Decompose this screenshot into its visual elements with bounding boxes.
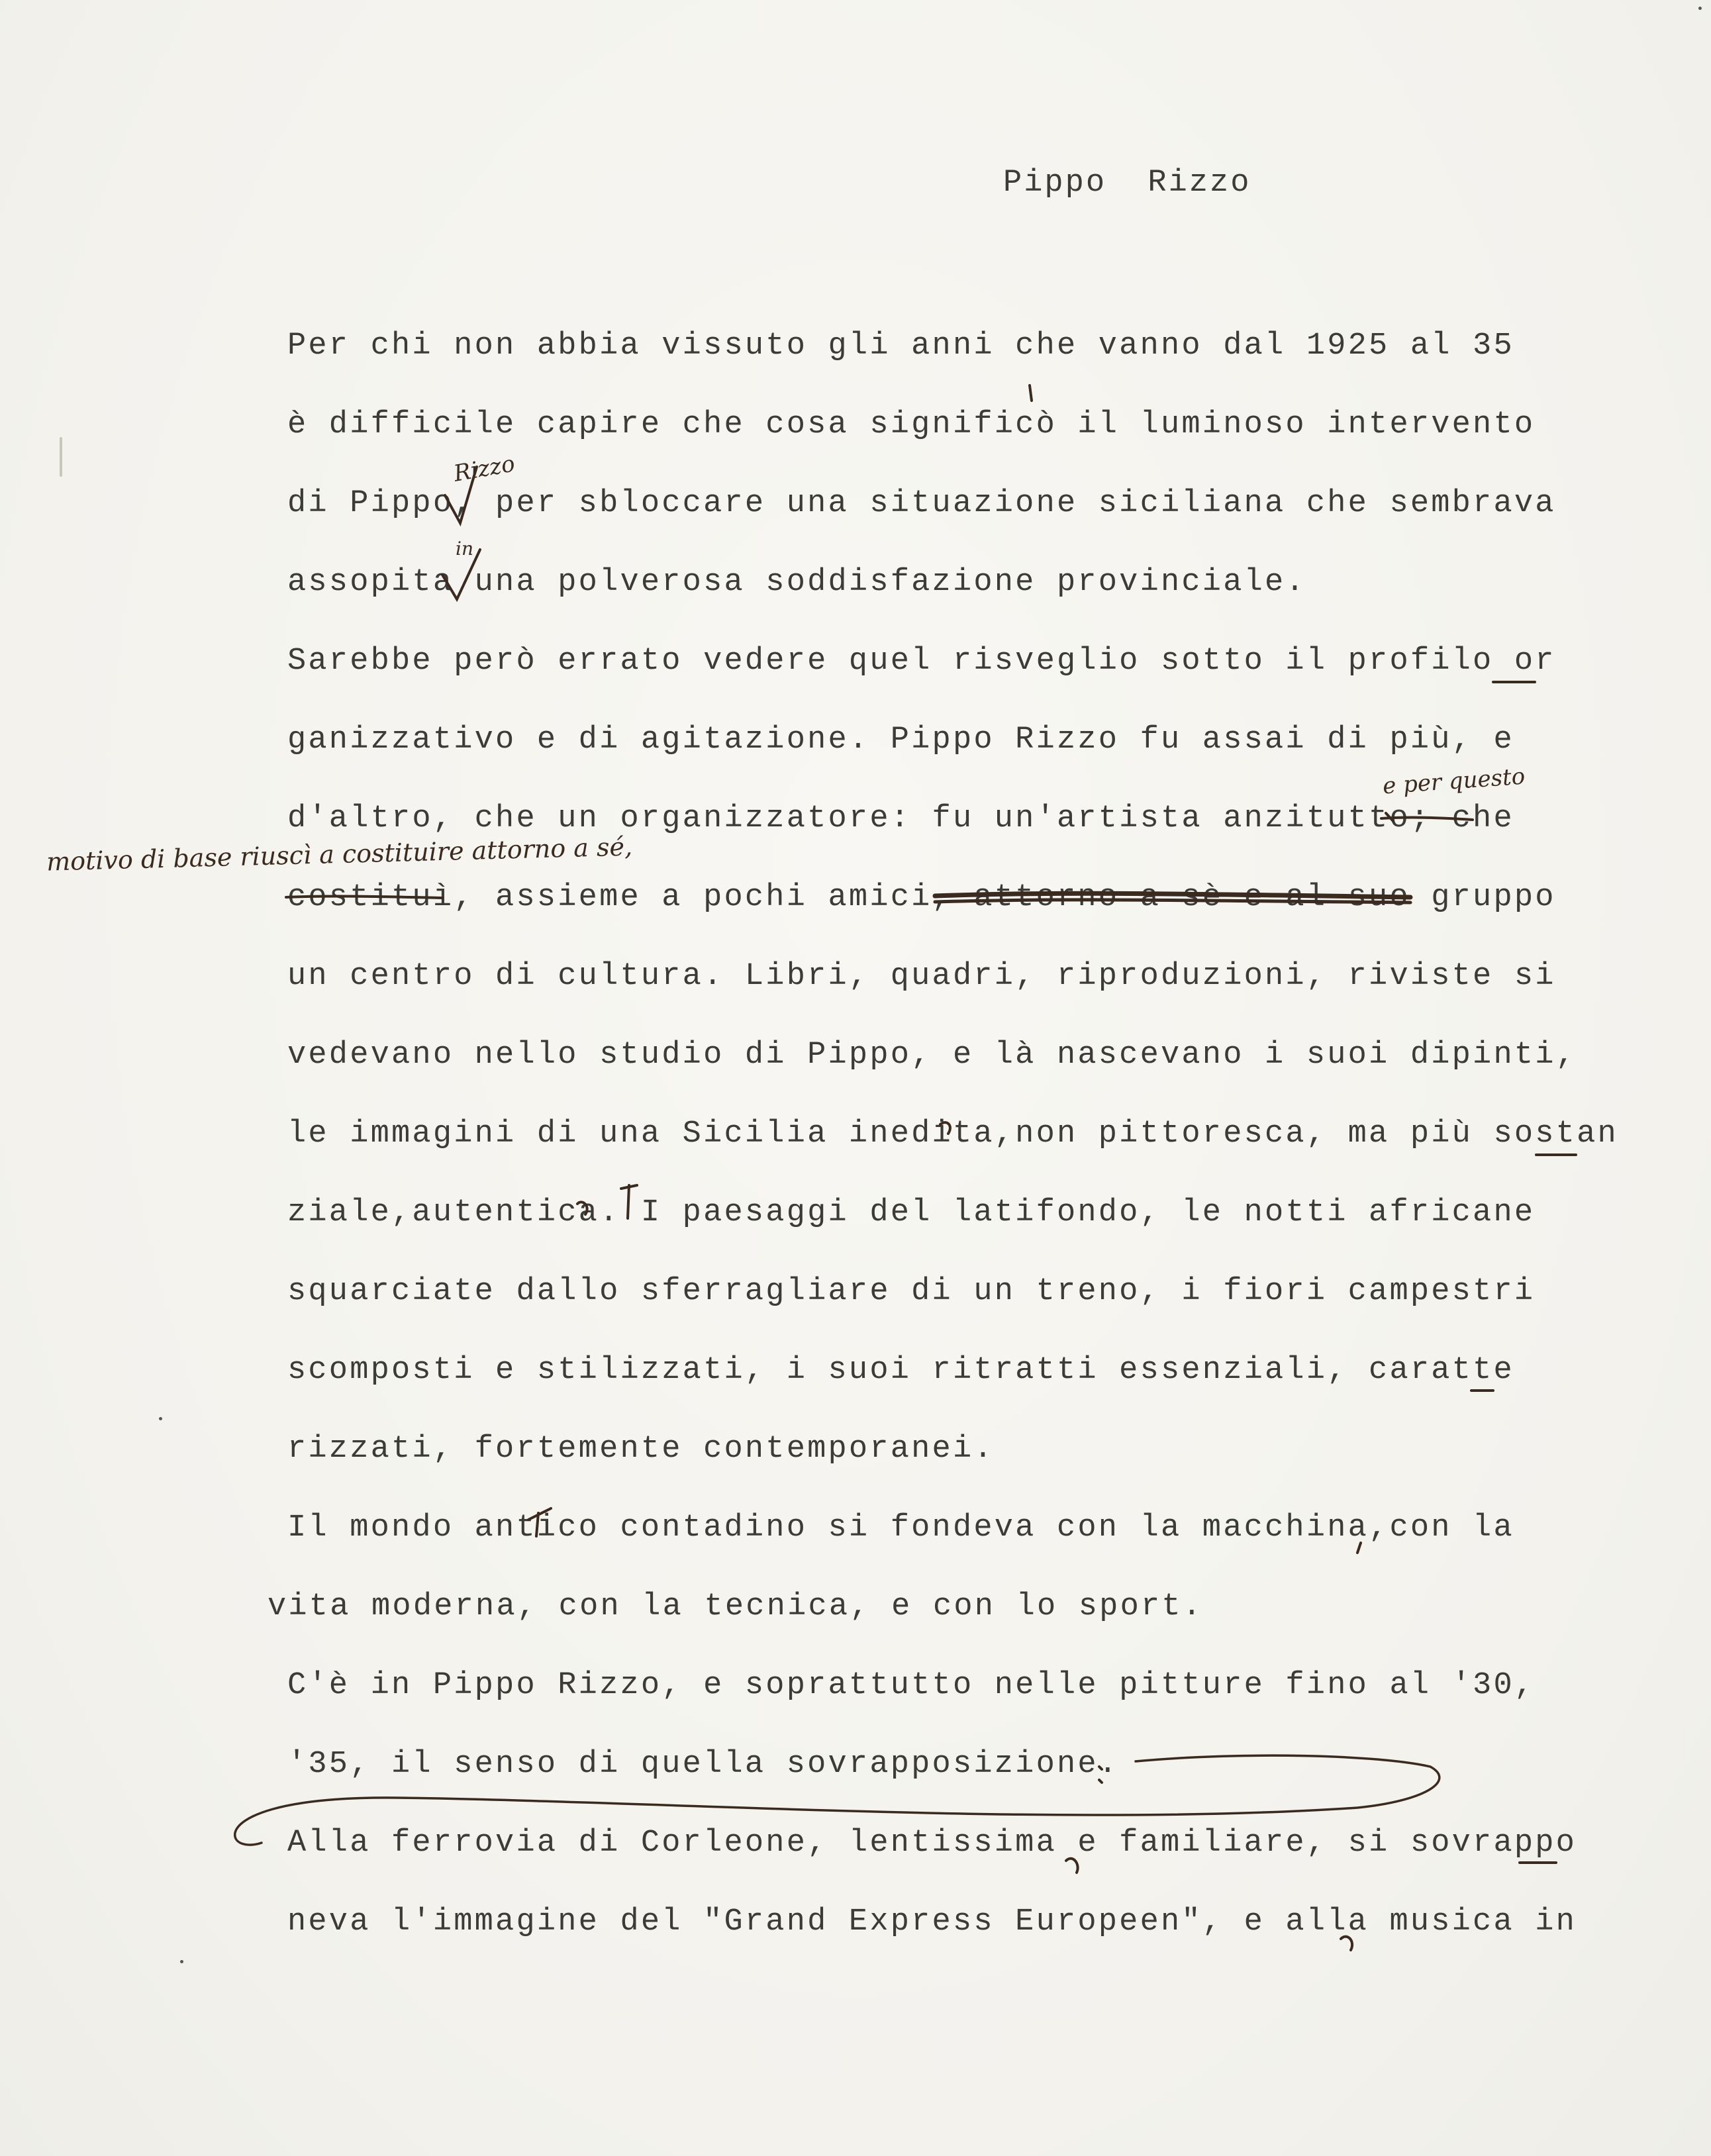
paper-speck xyxy=(180,1960,183,1963)
text-line-7: d'altro, che un organizzatore: fu un'artista anzitutto; che xyxy=(287,801,1514,836)
text-line-3: di Pippo, per sbloccare una situazione siciliana che sembrava xyxy=(287,486,1556,521)
text-line-12: ziale,autentica. I paesaggi del latifondo, le notti africane xyxy=(287,1195,1536,1230)
handwritten-e-per-questo: e per questo xyxy=(1381,763,1526,800)
text-line-21: neva l'immagine del "Grand Express Europeen", e alla musica in xyxy=(287,1904,1577,1939)
text-line-16: Il mondo antico contadino si fondeva con la macchina,con la xyxy=(287,1510,1514,1545)
text-line-8: costituì, assieme a pochi amici, attorno a sè e al suo gruppo xyxy=(287,880,1556,915)
handwritten-rizzo: Rizzo xyxy=(452,450,517,487)
text-line-20: Alla ferrovia di Corleone, lentissima e familiare, si sovrappo xyxy=(287,1826,1577,1861)
text-line-14: scomposti e stilizzati, i suoi ritratti essenziali, caratte xyxy=(287,1353,1514,1388)
text-line-18: C'è in Pippo Rizzo, e soprattutto nelle pitture fino al '30, xyxy=(287,1668,1536,1703)
text-line-17: vita moderna, con la tecnica, e con lo sport. xyxy=(268,1589,1204,1624)
paper-speck xyxy=(1698,7,1702,10)
text-line-4: assopita una polverosa soddisfazione provinciale. xyxy=(287,565,1306,600)
text-line-9: un centro di cultura. Libri, quadri, riproduzioni, riviste si xyxy=(287,959,1556,994)
page-title: Pippo Rizzo xyxy=(1003,166,1251,201)
text-line-19: '35, il senso di quella sovrapposizione. xyxy=(287,1747,1120,1782)
text-line-6: ganizzativo e di agitazione. Pippo Rizzo fu assai di più, e xyxy=(287,722,1514,758)
handwritten-margin-note: motivo di base riuscì a costituire attorno a sé, xyxy=(46,832,633,877)
paper-mark xyxy=(60,437,62,477)
text-line-1: Per chi non abbia vissuto gli anni che vanno dal 1925 al 35 xyxy=(287,328,1514,364)
text-line-15: rizzati, fortemente contemporanei. xyxy=(287,1432,995,1467)
text-line-2: è difficile capire che cosa significò il luminoso intervento xyxy=(287,407,1536,442)
text-line-13: squarciate dallo sferragliare di un treno, i fiori campestri xyxy=(287,1274,1536,1309)
handwritten-in: in xyxy=(456,538,473,560)
text-line-11: le immagini di una Sicilia inedita,non pittoresca, ma più sostan xyxy=(287,1116,1618,1152)
text-line-5: Sarebbe però errato vedere quel risveglio sotto il profilo or xyxy=(287,644,1556,679)
paper-speck xyxy=(159,1417,162,1420)
text-line-10: vedevano nello studio di Pippo, e là nascevano i suoi dipinti, xyxy=(287,1038,1577,1073)
accent-mark xyxy=(1030,385,1032,401)
